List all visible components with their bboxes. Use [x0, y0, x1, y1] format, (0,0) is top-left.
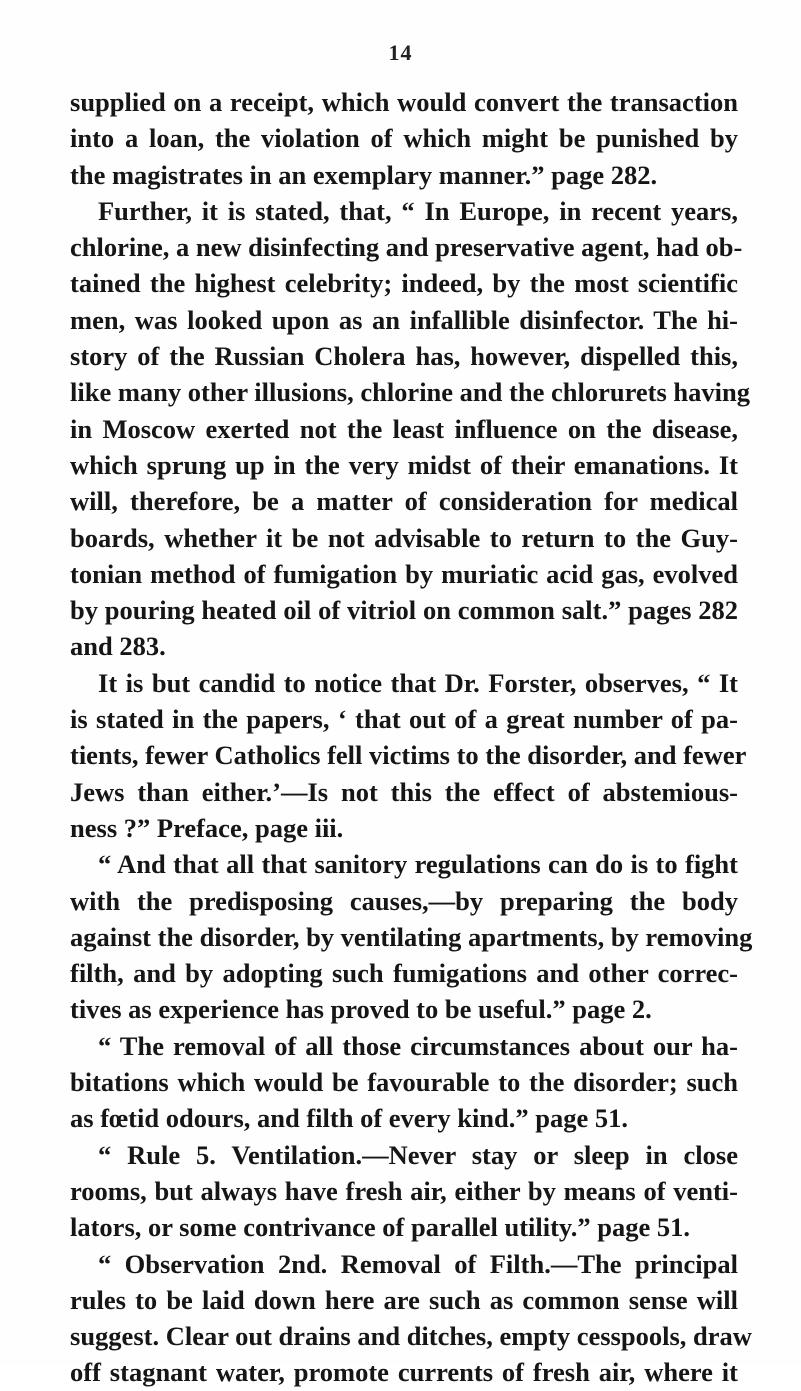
text-line: chlorine, a new disinfecting and preservative agent, had ob-: [70, 232, 743, 263]
text-line: suggest. Clear out drains and ditches, empty cesspools, draw: [70, 1321, 752, 1352]
text-line: boards, whether it be not advisable to return to the Guy-: [70, 522, 738, 553]
text-line: “ Observation 2nd. Removal of Filth.—The principal: [98, 1248, 738, 1279]
text-line: rooms, but always have fresh air, either by means of venti-: [70, 1175, 738, 1206]
text-line: with the predisposing causes,—by preparing the body: [70, 885, 738, 916]
text-line: tients, fewer Catholics fell victims to the disorder, and fewer: [70, 740, 747, 771]
text-line: filth, and by adopting such fumigations and other correc-: [70, 958, 738, 989]
text-line: will, therefore, be a matter of consideration for medical: [70, 486, 738, 517]
text-line: men, was looked upon as an infallible disinfector. The hi-: [70, 304, 738, 335]
text-line: bitations which would be favourable to the disorder; such: [70, 1067, 738, 1098]
text-line: the magistrates in an exemplary manner.” page 282.: [70, 159, 658, 190]
text-line: lators, or some contrivance of parallel utility.” page 51.: [70, 1212, 690, 1243]
text-line: tained the highest celebrity; indeed, by the most scientific: [70, 268, 738, 299]
text-line: is stated in the papers, ‘ that out of a great number of pa-: [70, 704, 738, 735]
text-line: and 283.: [70, 631, 166, 662]
text-line: supplied on a receipt, which would convert the transaction: [70, 87, 738, 117]
text-line: rules to be laid down here are such as common sense will: [70, 1284, 738, 1315]
text-line: “ And that all that sanitory regulations can do is to fight: [98, 849, 738, 880]
text-line: tonian method of fumigation by muriatic acid gas, evolved: [70, 558, 738, 589]
text-line: “ Rule 5. Ventilation.—Never stay or sleep in close: [98, 1139, 738, 1170]
page-number: 14: [388, 40, 413, 65]
text-line: by pouring heated oil of vitriol on common salt.” pages 282: [70, 595, 738, 626]
text-line: in Moscow exerted not the least influence on the disease,: [70, 413, 738, 444]
text-line: story of the Russian Cholera has, however, dispelled this,: [70, 341, 738, 372]
text-line: ness ?” Preface, page iii.: [70, 812, 344, 843]
text-line: “ The removal of all those circumstances about our ha-: [98, 1030, 738, 1061]
text-line: Further, it is stated, that, “ In Europe, in recent years,: [98, 195, 738, 226]
text-line: off stagnant water, promote currents of fresh air, where it: [70, 1357, 738, 1388]
text-line: as fœtid odours, and filth of every kind.” page 51.: [70, 1103, 629, 1134]
text-line: It is but candid to notice that Dr. Forster, observes, “ It: [98, 667, 738, 698]
text-line: against the disorder, by ventilating apartments, by removing: [70, 921, 753, 952]
text-line: tives as experience has proved to be useful.” page 2.: [70, 994, 652, 1025]
text-line: Jews than either.’—Is not this the effect of abstemious-: [70, 776, 738, 807]
text-line: which sprung up in the very midst of their emanations. It: [70, 449, 738, 480]
text-line: like many other illusions, chlorine and the chlorurets having: [70, 377, 750, 408]
text-line: into a loan, the violation of which might be punished by: [70, 123, 738, 154]
body-text: [70, 84, 753, 1391]
